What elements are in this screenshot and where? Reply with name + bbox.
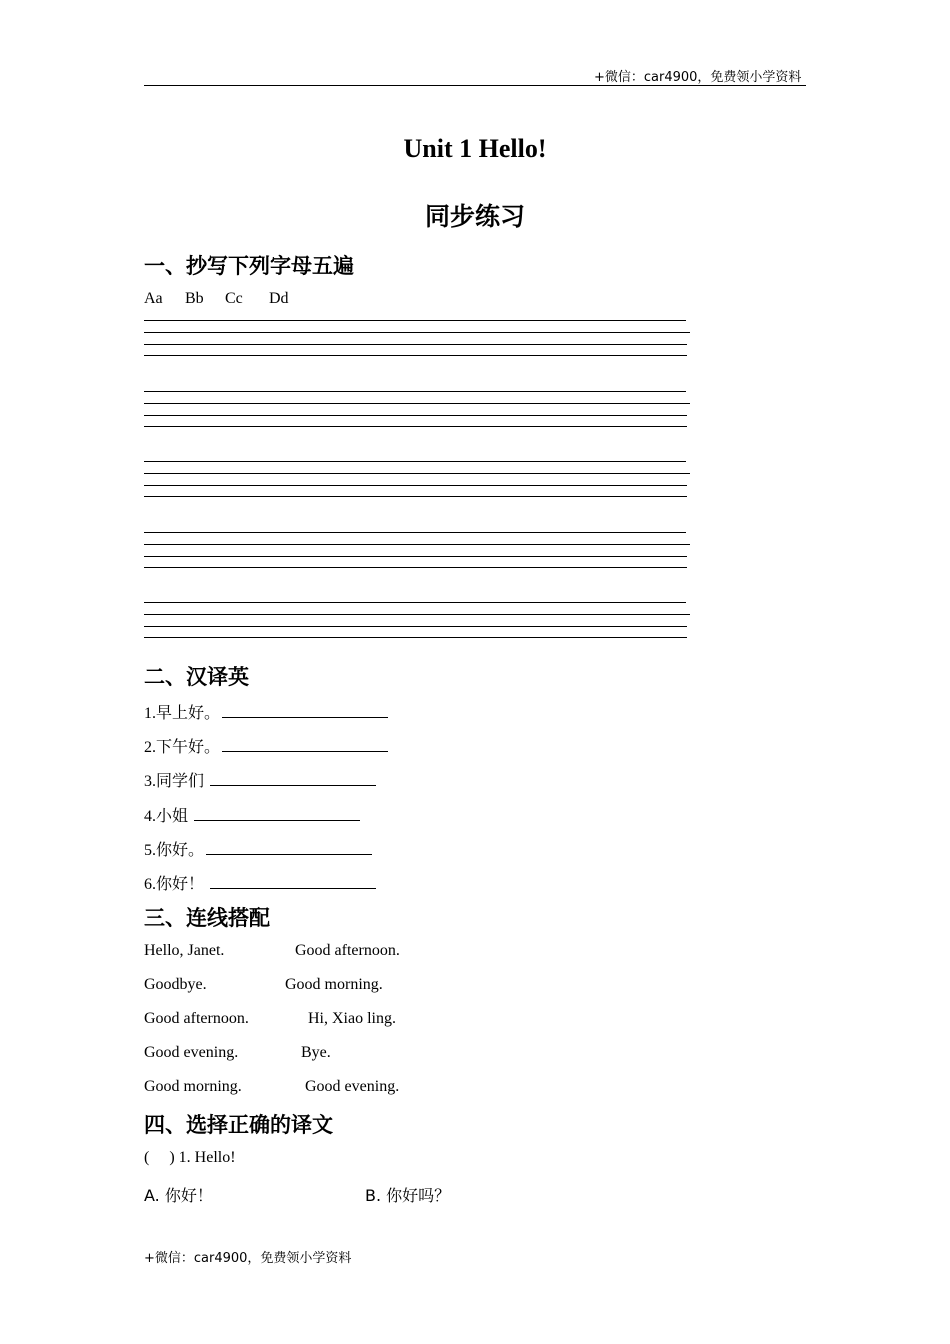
section-heading-choose-translation: 四、选择正确的译文 — [144, 1113, 333, 1137]
section-heading-translate: 二、汉译英 — [144, 665, 249, 689]
translate-item: 1.早上好。 — [144, 700, 388, 723]
match-left-item[interactable]: Hello, Janet. — [144, 942, 225, 959]
translate-item: 6.你好！ — [144, 871, 376, 894]
answer-blank[interactable] — [206, 842, 372, 855]
question-text: 1. Hello! — [178, 1149, 236, 1166]
answer-blank[interactable] — [210, 876, 376, 889]
match-left-item[interactable]: Good evening. — [144, 1044, 239, 1061]
header-watermark-note: +微信：car4900，免费领小学资料 — [594, 70, 802, 85]
match-left-item[interactable]: Good morning. — [144, 1078, 242, 1095]
match-right-item[interactable]: Good afternoon. — [295, 942, 400, 959]
translate-item: 3.同学们 — [144, 768, 376, 791]
translate-item: 2.下午好。 — [144, 734, 388, 757]
match-right-item[interactable]: Good morning. — [285, 976, 383, 993]
letter-pair: Cc — [225, 290, 243, 307]
answer-blank[interactable] — [222, 739, 388, 752]
answer-blank[interactable] — [194, 808, 360, 821]
letters-to-copy — [144, 290, 289, 308]
match-right-item[interactable]: Good evening. — [305, 1078, 400, 1095]
footer-watermark-note: +微信：car4900，免费领小学资料 — [144, 1251, 352, 1266]
header-divider — [144, 85, 806, 86]
page-subtitle: 同步练习 — [424, 202, 525, 231]
match-left-item[interactable]: Good afternoon. — [144, 1010, 249, 1027]
answer-bracket[interactable]: ( ) — [144, 1149, 175, 1166]
question-line — [144, 1149, 236, 1167]
translate-item: 5.你好。 — [144, 837, 372, 860]
option-a[interactable]: A. 你好！ — [144, 1186, 213, 1205]
section-heading-matching: 三、连线搭配 — [144, 906, 270, 930]
match-right-item[interactable]: Bye. — [301, 1044, 331, 1061]
answer-blank[interactable] — [210, 773, 376, 786]
option-b[interactable]: B. 你好吗？ — [365, 1186, 451, 1205]
page-title: Unit 1 Hello! — [403, 134, 547, 163]
letter-pair: Bb — [185, 290, 204, 307]
letter-pair: Dd — [269, 290, 289, 307]
letter-pair: Aa — [144, 290, 163, 307]
match-left-item[interactable]: Goodbye. — [144, 976, 207, 993]
answer-blank[interactable] — [222, 705, 388, 718]
section-heading-copy-letters: 一、抄写下列字母五遍 — [144, 254, 354, 278]
translate-item: 4.小姐 — [144, 803, 360, 826]
match-right-item[interactable]: Hi, Xiao ling. — [308, 1010, 396, 1027]
